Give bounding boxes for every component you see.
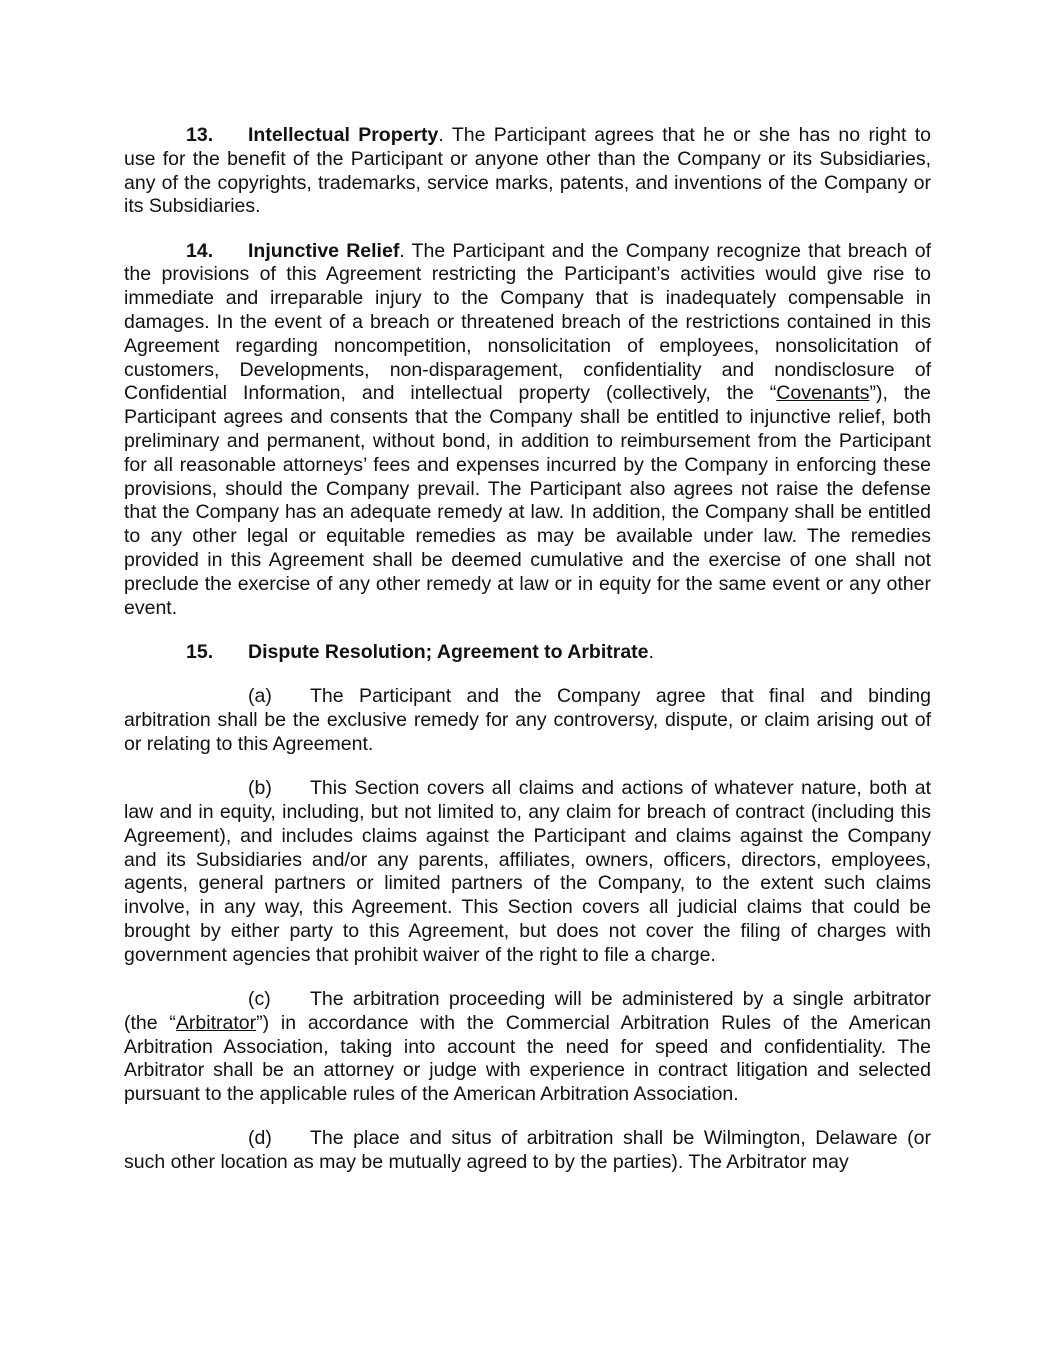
subsection-text: ”) in accordance with the Commercial Arbitration Rules of the American Arbitration Association, taking into account the need for speed and confidentiality. The Arbitrator shall be an attorney or judge with experience in contract litigation and selected pursuant to the applicable rules of the American Arbitration Association.	[124, 1011, 932, 1106]
section-number: 14.	[186, 239, 214, 262]
document-page	[124, 124, 931, 1196]
subsection-label: (b)	[248, 777, 272, 800]
section-text: ”), the Participant agrees and consents that the Company shall be entitled to injunctive relief, both preliminary and permanent, without bond, in addition to reimbursement from the Participant for all reasonable attorneys’ fees and expenses incurred by the Company in enforcing these provisions, should the Company prevail. The Participant also agrees not raise the defense that the Company has an adequate remedy at law. In addition, the Company shall be entitled to any other legal or equitable remedies as may be available under law. The remedies provided in this Agreement shall be deemed cumulative and the exercise of one shall not preclude the exercise of any other remedy at law or in equity for the same event or any other event.	[124, 382, 931, 619]
subsection-d	[124, 1127, 931, 1175]
subsection-label: (a)	[248, 685, 272, 708]
section-14	[124, 240, 931, 621]
section-number: 15.	[186, 640, 214, 663]
subsection-text: The place and situs of arbitration shall be Wilmington, Delaware (or such other location as may be mutually agreed to by the parties). The Arbitrator may	[124, 1127, 931, 1174]
subsection-text: This Section covers all claims and actions of whatever nature, both at law and in equity, including, but not limited to, any claim for breach of contract (including this Agreement), and includes claims against the Participant and claims against the Company and its Subsidiaries and/or any parents, affiliates, owners, officers, directors, employees, agents, general partners or limited partners of the Company, to the extent such claims involve, in any way, this Agreement. This Section covers all judicial claims that could be brought by either party to this Agreement, but does not cover the filing of charges with government agencies that prohibit waiver of the right to file a charge.	[124, 777, 931, 966]
subsection-text: The arbitration proceeding will be administered by a single arbitrator (the “	[124, 988, 931, 1034]
subsection-b	[124, 777, 931, 967]
section-number: 13.	[186, 124, 214, 146]
subsection-c	[124, 988, 931, 1107]
section-13	[124, 124, 931, 219]
subsection-label: (d)	[248, 1127, 272, 1150]
section-15-heading	[124, 641, 931, 665]
section-title: Injunctive Relief	[248, 239, 400, 262]
subsection-text: The Participant and the Company agree that final and binding arbitration shall be the exclusive remedy for any controversy, dispute, or claim arising out of or relating to this Agreement.	[124, 685, 931, 755]
section-text: . The Participant agrees that he or she has no right to use for the benefit of the Participant or anyone other than the Company or its Subsidiaries, any of the copyrights, trademarks, service marks, patents, and inventions of the Company or its Subsidiaries.	[124, 124, 931, 218]
section-title: Dispute Resolution; Agreement to Arbitrate	[248, 640, 649, 663]
section-text: . The Participant and the Company recognize that breach of the provisions of this Agreement restricting the Participant’s activities would give rise to immediate and irreparable injury to the Company that is inadequately compensable in damages. In the event of a breach or threatened breach of the restrictions contained in this Agreement regarding noncompetition, nonsolicitation of employees, nonsolicitation of customers, Developments, non-disparagement, confidentiality and nondisclosure of Confidential Information, and intellectual property (collectively, the “	[124, 239, 931, 405]
defined-term: Covenants	[776, 382, 870, 405]
section-title-end: .	[648, 640, 654, 663]
subsection-a	[124, 685, 931, 756]
section-title: Intellectual Property	[248, 124, 439, 146]
subsection-label: (c)	[248, 988, 271, 1010]
defined-term: Arbitrator	[175, 1011, 257, 1034]
